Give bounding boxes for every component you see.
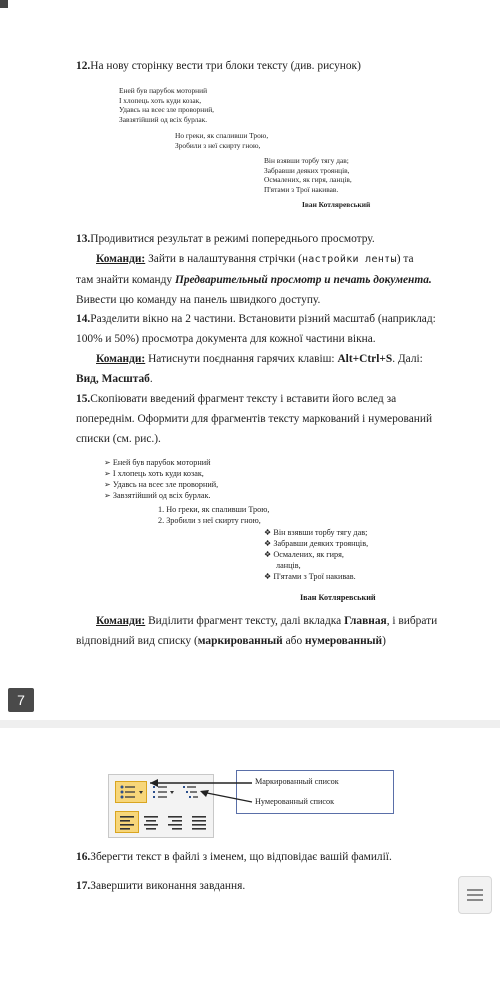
- list-item: [264, 527, 368, 538]
- task-text: Продивитися результат в режимі попереднього просмотру.: [90, 233, 375, 245]
- list-item: [104, 468, 218, 479]
- numbered-list: [158, 504, 269, 526]
- poem-line: Удавсь на всеє зле проворний,: [119, 105, 215, 115]
- list-item-text: Він взявши торбу тягу дав;: [273, 528, 368, 537]
- justify-button[interactable]: [187, 811, 211, 833]
- task-text: Зберегти текст в файлі з іменем, що відповідає вашій фамилії.: [90, 851, 392, 863]
- arrow-bullet-icon: ➢: [104, 469, 113, 478]
- poem-block-1: [119, 86, 214, 124]
- task-13: [76, 229, 486, 310]
- poem-line: Забравши деяких троянців,: [264, 165, 350, 175]
- command-text: ): [382, 635, 386, 647]
- task-16: [76, 847, 486, 867]
- menu-button[interactable]: [458, 876, 492, 914]
- task-14: [76, 309, 486, 389]
- align-center-icon: [140, 812, 162, 832]
- task-number: 16.: [76, 851, 91, 863]
- task-17: [76, 876, 456, 896]
- hamburger-icon: [467, 889, 483, 891]
- command-term: маркированный: [197, 635, 283, 647]
- align-left-icon: [116, 812, 138, 832]
- list-item: [104, 457, 218, 468]
- arrow-bullet-icon: ➢: [104, 491, 113, 500]
- task-text: Завершити виконання завдання.: [90, 880, 246, 892]
- poem-block-2: [175, 131, 268, 150]
- callout-arrows: [140, 772, 260, 812]
- list-item: [158, 515, 269, 526]
- task-15: [76, 389, 486, 449]
- bullet-list-diamonds: [264, 527, 368, 582]
- command-label: Команди:: [96, 253, 146, 265]
- diamond-bullet-icon: ❖: [264, 528, 274, 537]
- list-item: [104, 490, 218, 501]
- hamburger-icon: [467, 894, 483, 896]
- poem-line: Він взявши торбу тягу дав;: [264, 156, 349, 165]
- poem-line: Еней був парубок моторний: [119, 86, 208, 95]
- diamond-bullet-icon: ❖: [264, 572, 274, 581]
- page-separator: [0, 720, 500, 728]
- task-12: [76, 56, 476, 76]
- command-text: .: [149, 373, 153, 385]
- command-text: Зайти в налаштування стрічки (: [145, 253, 302, 265]
- command-term: нумерованный: [305, 635, 383, 647]
- list-item-text: Но греки, як спаливши Трою,: [166, 505, 270, 514]
- align-right-icon: [164, 812, 186, 832]
- task-number: 15.: [76, 393, 91, 405]
- arrow-bullet-icon: ➢: [104, 480, 113, 489]
- command-label: Команди:: [96, 615, 146, 627]
- command-text: Натиснути поєднання гарячих клавіш:: [145, 353, 338, 365]
- hamburger-icon: [467, 899, 483, 901]
- list-item-text: Удавсь на всеє зле проворний,: [112, 480, 219, 489]
- command-text: , і вибрати: [386, 615, 438, 627]
- list-item-text: Осмалених, як гиря,: [273, 550, 344, 559]
- task-text: списки (см. рис.).: [76, 433, 161, 445]
- task-text: 100% и 50%) просмотра документа для кожної частини вікна.: [76, 333, 376, 345]
- command-text: Вивести цю команду на панель швидкого доступу.: [76, 294, 321, 306]
- hotkey: Alt+Ctrl+S: [337, 353, 393, 365]
- align-left-button[interactable]: [115, 811, 139, 833]
- list-item: [158, 504, 269, 515]
- list-item-continued: [264, 560, 368, 571]
- justify-icon: [188, 812, 210, 832]
- command-text: або: [282, 635, 305, 647]
- arrow-line: [202, 792, 252, 802]
- task-number: 13.: [76, 233, 91, 245]
- command-text: Виділити фрагмент тексту, далі вкладка: [145, 615, 345, 627]
- list-item: [264, 571, 368, 582]
- poem-line: Завзятійший од всіх бурлак.: [119, 114, 208, 124]
- list-item: [264, 549, 368, 560]
- poem-block-3: [264, 156, 352, 194]
- list-number: 2.: [158, 516, 165, 525]
- arrow-head-icon: [150, 779, 158, 787]
- command-label: Команди:: [96, 353, 146, 365]
- list-item-text: Еней був парубок моторний: [112, 458, 211, 467]
- list-item-text: Зробили з неї скирту гною,: [166, 516, 261, 525]
- list-item-text: І хлопець хоть куди козак,: [112, 469, 204, 478]
- poem-line: І хлопець хоть куди козак,: [119, 95, 202, 105]
- diamond-bullet-icon: ❖: [264, 539, 274, 548]
- task-text: попереднім. Оформити для фрагментів тексту маркований і нумерований: [76, 413, 433, 425]
- list-item-text: Забравши деяких троянців,: [273, 539, 369, 548]
- command-text: відповідний вид списку (: [76, 635, 198, 647]
- list-item-text: ланців,: [276, 561, 301, 570]
- task-text: Скопіювати введений фрагмент тексту і вставити його вслед за: [90, 393, 397, 405]
- diamond-bullet-icon: ❖: [264, 550, 274, 559]
- page-number-badge: 7: [8, 688, 34, 712]
- task-number: 12.: [76, 60, 91, 72]
- poem-author: Іван Котляревський: [300, 593, 376, 602]
- list-item: [264, 538, 368, 549]
- task-text: На нову сторінку вести три блоки тексту (див. рисунок): [90, 60, 361, 72]
- callout-label-numbered: Нумерованный список: [255, 797, 335, 806]
- poem-line: Осмалених, як гиря, ланців,: [264, 175, 352, 185]
- poem-line: Зробили з неї скирту гною,: [175, 140, 261, 150]
- command-term: Предварительный просмотр и печать документа.: [174, 274, 432, 286]
- poem-line: Но греки, як спаливши Трою,: [175, 131, 269, 140]
- align-right-button[interactable]: [163, 811, 187, 833]
- arrow-bullet-icon: ➢: [104, 458, 113, 467]
- list-item-text: Завзятійший од всіх бурлак.: [112, 491, 211, 500]
- poem-line: П'ятами з Трої накивав.: [264, 184, 339, 194]
- list-item: [104, 479, 218, 490]
- list-number: 1.: [158, 505, 165, 514]
- callout-label-bulleted: Маркированный список: [255, 777, 339, 786]
- page-corner: [0, 0, 8, 8]
- command-text: . Далі:: [392, 353, 423, 365]
- command-term: Главная: [344, 615, 387, 627]
- task-text: Разделити вікно на 2 частини. Встановити різний масштаб (наприклад:: [90, 313, 436, 325]
- command-term: Вид, Масштаб: [76, 373, 150, 385]
- poem-author: Іван Котляревський: [302, 200, 371, 209]
- bullet-list-arrows: [104, 457, 218, 501]
- task-number: 17.: [76, 880, 91, 892]
- command-text: там знайти команду: [76, 274, 175, 286]
- list-item-text: П'ятами з Трої накивав.: [273, 572, 356, 581]
- ribbon-settings-term: настройки ленты: [301, 254, 397, 265]
- task-15-command: [76, 611, 494, 651]
- align-center-button[interactable]: [139, 811, 163, 833]
- task-number: 14.: [76, 313, 91, 325]
- command-text: ) та: [396, 253, 414, 265]
